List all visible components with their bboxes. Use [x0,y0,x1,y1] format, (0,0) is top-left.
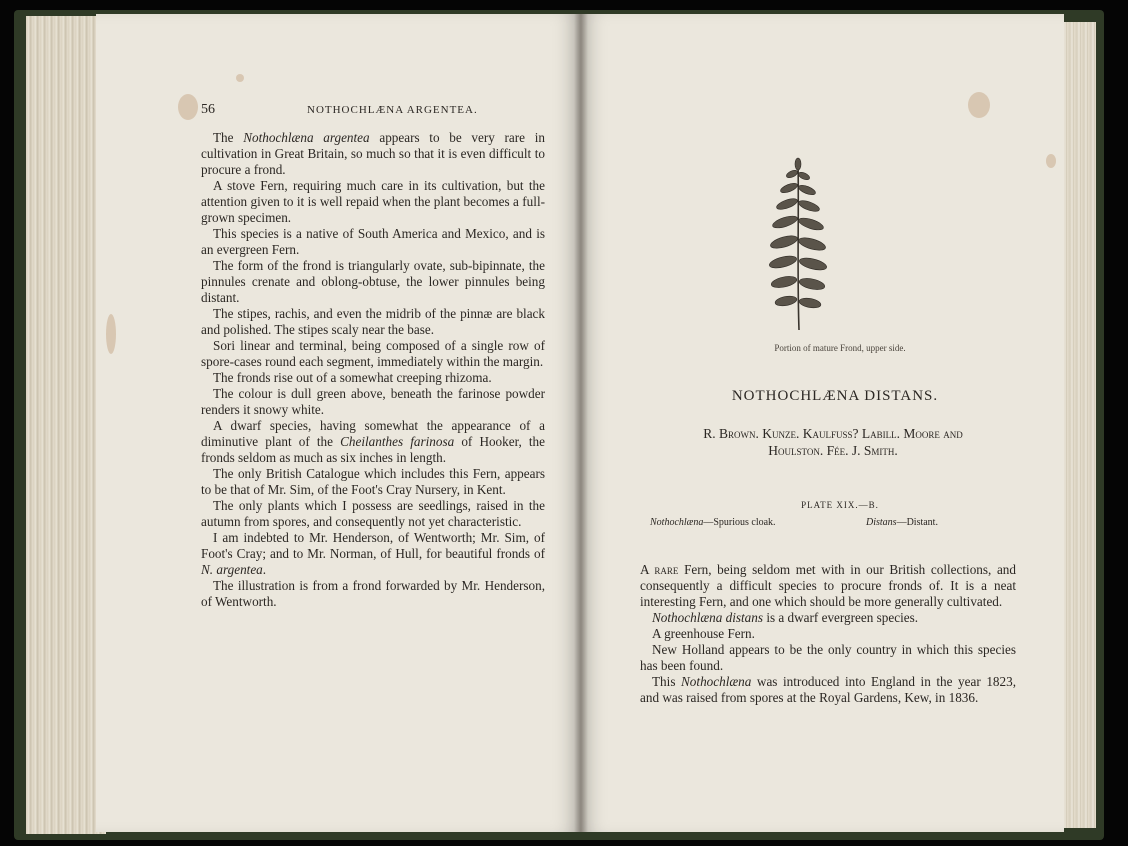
paragraph: A greenhouse Fern. [652,626,755,641]
paragraph-text: The only British Catalogue which includes this Fern, appears to be that of Mr. Sim, of the Foot's Cray Nursery, in Kent. [201,466,545,497]
plate-number: PLATE XIX.—B. [801,500,879,510]
paragraph [201,258,545,306]
paragraph [640,562,1016,610]
etymology-genus-def: —Spurious cloak. [703,517,776,528]
foxing-spot [968,92,990,118]
paragraph-text: . [262,562,267,577]
paragraph [201,306,545,338]
paragraph [201,386,545,418]
page-number: 56 [201,102,215,117]
running-head-title: NOTHOCHLÆNA ARGENTEA. [307,104,478,116]
running-head [201,102,541,122]
paragraph [201,498,545,530]
foxing-spot [178,94,198,120]
paragraph-text: The form of the frond is triangularly ovate, sub-bipinnate, the pinnules crenate and oblong-obtuse, the lower pinnules being distant. [201,258,545,305]
authorities [628,425,1038,459]
foxing-spot [106,314,116,354]
paragraph-text: This species is a native of South America and Mexico, and is an evergreen Fern. [201,226,545,257]
paragraph-lead: A dwarf species, having somewhat the appearance of a diminutive plant of the [201,418,545,449]
paragraph-text: was introduced into England in the year 1823, and was raised from spores at the Royal Gardens, Kew, in 1836. [640,674,1016,705]
foxing-spot [1046,154,1056,168]
paragraph [201,578,545,610]
paragraph [201,130,545,178]
etymology-species [866,517,938,528]
paragraph [640,610,1016,626]
paragraph [201,178,545,226]
italic-name: Cheilanthes farinosa [340,434,455,449]
genus-name-italic: Nothochlæna [681,674,752,689]
paragraph-lead: I am indebted to Mr. Henderson, of Wentworth; Mr. Sim, of Foot's Cray; and to Mr. Norman, of Hull, for beautiful fronds of [201,530,545,561]
authorities-line-1: R. Brown. Kunze. Kaulfuss? Labill. Moore and [703,426,963,441]
paragraph-text: Sori linear and terminal, being composed of a single row of spore-cases round each segment, immediately within the margin. [201,338,545,369]
paragraph [201,418,545,466]
drop-words: A rare [640,562,679,577]
right-page [580,14,1064,832]
paragraph [201,466,545,498]
figure-caption: Portion of mature Frond, upper side. [774,343,906,353]
italic-name: Nothochlæna argentea [243,130,370,145]
paragraph-text: Fern, being seldom met with in our British collections, and consequently a difficult species to procure fronds of. It is a neat interesting Fern, and one which should be more generally cultivated. [640,562,1016,609]
paragraph-text: is a dwarf evergreen species. [763,610,919,625]
fern-frond-illustration [758,154,838,334]
species-title: NOTHOCHLÆNA DISTANS. [731,388,939,404]
etymology-genus-term: Nothochlæna [650,517,704,528]
left-page [96,14,580,832]
page-edges-right [1060,22,1096,828]
paragraph [640,674,1016,706]
paragraph-text: The colour is dull green above, beneath the farinose powder renders it snowy white. [201,386,545,417]
paragraph [201,530,545,578]
paragraph-text: The fronds rise out of a somewhat creeping rhizoma. [213,370,492,385]
paragraph [201,338,545,370]
authorities-line-2: Houlston. Fée. J. Smith. [768,443,898,458]
right-page-body [640,562,1016,706]
italic-name: N. argentea [201,562,263,577]
paragraph [201,370,545,386]
species-name-italic: Nothochlæna distans [652,610,764,625]
paragraph-lead: The [213,130,244,145]
book-gutter [574,14,588,832]
paragraph-text: A stove Fern, requiring much care in its cultivation, but the attention given to it is well repaid when the plant becomes a full-grown specimen. [201,178,545,225]
paragraph: New Holland appears to be the only country in which this species has been found. [640,642,1016,673]
paragraph-text: The only plants which I possess are seedlings, raised in the autumn from spores, and consequently not yet characteristic. [201,498,545,529]
paragraph [201,226,545,258]
paragraph-text: appears to be very rare in cultivation in Great Britain, so much so that it is even difficult to procure a frond. [201,130,545,177]
page-edges-left [26,16,106,834]
left-page-body [201,130,545,610]
etymology-genus [650,517,776,528]
etymology-species-def: —Distant. [896,517,938,528]
etymology-species-term: Distans [866,517,897,528]
paragraph-text: of Hooker, the fronds seldom as much as six inches in length. [201,434,545,465]
paragraph-text: The illustration is from a frond forwarded by Mr. Henderson, of Wentworth. [201,578,545,609]
foxing-spot [236,74,244,82]
paragraph-text: This [652,674,682,689]
paragraph-text: The stipes, rachis, and even the midrib of the pinnæ are black and polished. The stipes scaly near the base. [201,306,545,337]
